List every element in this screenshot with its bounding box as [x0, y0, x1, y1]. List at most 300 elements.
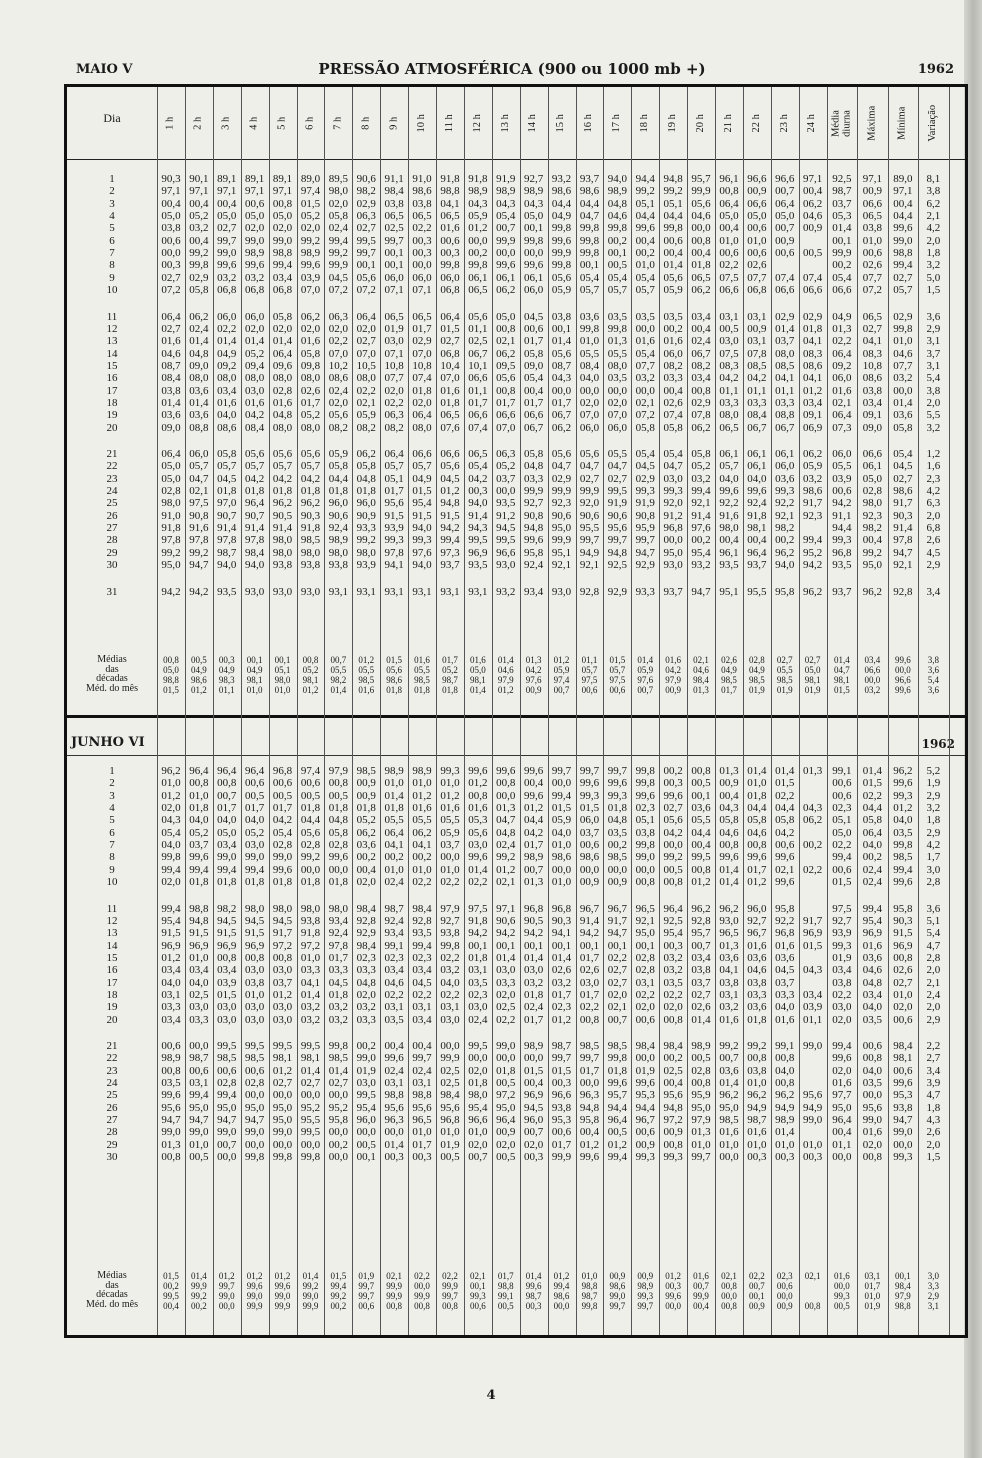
- hourly-value: 05,6: [551, 347, 572, 360]
- hourly-value: 00,3: [384, 1151, 404, 1164]
- hourly-value: 01,5: [412, 485, 432, 498]
- hourly-value: 01,0: [300, 951, 321, 964]
- hourly-value: 06,6: [496, 409, 516, 422]
- hourly-value: 96,2: [747, 1089, 767, 1102]
- hourly-value: 99,6: [524, 789, 544, 802]
- stat-value: 2,9: [926, 789, 941, 802]
- hourly-value: 99,5: [300, 1040, 321, 1052]
- hourly-value: 05,9: [356, 409, 376, 422]
- hourly-value: 02,0: [300, 222, 321, 235]
- hourly-value: 01,0: [747, 234, 767, 247]
- hourly-value: 05,7: [300, 460, 321, 473]
- column-header-label: 14 h: [527, 113, 539, 133]
- hourly-value: 06,3: [496, 448, 516, 460]
- hourly-value: 03,9: [217, 976, 237, 989]
- hourly-value: 99,0: [803, 1114, 823, 1127]
- hourly-value: 00,0: [414, 1281, 430, 1291]
- hourly-value: 99,7: [607, 534, 627, 547]
- hourly-value: 91,5: [189, 927, 209, 940]
- hourly-value: 05,6: [300, 448, 321, 460]
- hourly-value: 99,3: [775, 485, 795, 498]
- hourly-value: 01,7: [579, 951, 600, 964]
- stat-value: 02,8: [862, 485, 882, 498]
- hourly-value: 04,8: [356, 472, 376, 485]
- hourly-value: 92,5: [663, 914, 683, 927]
- hourly-value: 05,8: [747, 814, 767, 827]
- hourly-value: 00,7: [719, 1052, 739, 1065]
- hourly-value: 01,0: [803, 1138, 823, 1151]
- table-row: [67, 460, 949, 472]
- hourly-value: 03,9: [803, 1001, 823, 1014]
- hourly-value: 03,4: [272, 271, 293, 284]
- hourly-value: 01,4: [300, 1064, 321, 1077]
- hourly-value: 98,9: [637, 1281, 654, 1291]
- hourly-value: 04,6: [747, 826, 767, 839]
- stat-value: 3,8: [926, 185, 941, 198]
- hourly-value: 95,0: [663, 546, 683, 559]
- hourly-value: 03,6: [161, 409, 181, 422]
- hourly-value: 93,5: [468, 559, 488, 572]
- hourly-value: 99,4: [328, 234, 348, 247]
- hourly-value: 06,4: [356, 310, 376, 323]
- hourly-value: 01,4: [775, 765, 795, 777]
- stat-value: 03,6: [893, 409, 913, 422]
- stat-value: 02,9: [893, 310, 913, 323]
- hourly-value: 05,5: [579, 347, 600, 360]
- hourly-value: 03,3: [719, 396, 739, 409]
- hourly-value: 98,9: [245, 247, 265, 260]
- hourly-value: 03,1: [747, 310, 767, 323]
- hourly-value: 07,0: [607, 409, 627, 422]
- hourly-value: 05,8: [217, 448, 237, 460]
- hourly-value: 98,0: [356, 546, 376, 559]
- hourly-value: 00,8: [468, 789, 488, 802]
- hourly-value: 99,0: [218, 1291, 235, 1301]
- hourly-value: 00,4: [691, 322, 711, 335]
- hourly-value: 00,9: [747, 322, 767, 335]
- hourly-value: 01,8: [217, 876, 237, 889]
- hourly-value: 96,4: [217, 765, 237, 777]
- table-row: [67, 790, 949, 802]
- hourly-value: 91,8: [747, 509, 767, 522]
- hourly-value: 07,1: [412, 284, 432, 297]
- hourly-value: 03,5: [607, 826, 627, 839]
- hourly-value: 00,8: [721, 1301, 737, 1311]
- hourly-value: 00,6: [775, 247, 795, 260]
- hourly-value: 01,2: [412, 789, 432, 802]
- hourly-value: 07,8: [691, 409, 711, 422]
- hourly-value: 04,0: [579, 372, 600, 385]
- stat-value: 05,3: [832, 210, 852, 223]
- hourly-value: 01,3: [496, 802, 516, 815]
- day-number: 14: [106, 347, 118, 360]
- stat-value: 99,6: [893, 876, 913, 889]
- hourly-value: 00,8: [189, 777, 209, 790]
- hourly-value: 01,4: [302, 1271, 319, 1281]
- hourly-value: 05,9: [440, 826, 460, 839]
- hourly-value: 00,8: [414, 1301, 430, 1311]
- hourly-value: 03,7: [775, 976, 795, 989]
- table-row: [67, 448, 949, 460]
- hourly-value: 92,8: [412, 914, 432, 927]
- hourly-value: 92,1: [551, 559, 572, 572]
- hourly-value: 99,6: [524, 765, 544, 777]
- hourly-value: 03,4: [217, 384, 237, 397]
- hourly-value: 01,8: [245, 876, 265, 889]
- hourly-value: 99,7: [635, 534, 655, 547]
- column-header: [185, 91, 213, 155]
- hourly-value: 01,7: [579, 1064, 600, 1077]
- hourly-value: 93,7: [440, 559, 460, 572]
- hourly-value: 03,0: [579, 976, 600, 989]
- hourly-value: 00,8: [496, 777, 516, 790]
- hourly-value: 08,0: [272, 372, 293, 385]
- hourly-value: 00,7: [691, 939, 711, 952]
- hourly-value: 02,6: [579, 964, 600, 977]
- hourly-value: 95,0: [189, 1101, 209, 1114]
- decade-mean-row: [67, 1298, 949, 1311]
- hourly-value: 99,8: [440, 259, 460, 272]
- hourly-value: 99,9: [551, 247, 572, 260]
- hourly-value: 00,4: [163, 1301, 179, 1311]
- day-number: 23: [106, 1064, 118, 1077]
- stat-value: 05,1: [832, 814, 852, 827]
- hourly-value: 04,7: [551, 460, 572, 473]
- hourly-value: 00,1: [551, 939, 572, 952]
- hourly-value: 03,0: [245, 1001, 265, 1014]
- stat-value: 05,4: [832, 271, 852, 284]
- hourly-value: 01,7: [721, 685, 737, 695]
- hourly-value: 99,0: [245, 234, 265, 247]
- hourly-value: 98,1: [246, 675, 263, 685]
- hourly-value: 08,6: [803, 359, 823, 372]
- hourly-value: 02,6: [663, 396, 683, 409]
- stat-value: 99,3: [832, 939, 852, 952]
- table-row: [67, 385, 949, 397]
- hourly-value: 03,0: [440, 1013, 460, 1026]
- hourly-value: 04,0: [217, 814, 237, 827]
- hourly-value: 02,9: [189, 271, 209, 284]
- hourly-value: 00,8: [328, 777, 348, 790]
- hourly-value: 05,7: [245, 460, 265, 473]
- hourly-value: 05,4: [496, 210, 516, 223]
- hourly-value: 98,7: [384, 902, 404, 915]
- hourly-value: 93,0: [300, 585, 321, 598]
- hourly-value: 94,2: [189, 585, 209, 598]
- stat-value: 06,6: [832, 284, 852, 297]
- hourly-value: 98,0: [272, 902, 293, 915]
- hourly-value: 92,1: [775, 509, 795, 522]
- hourly-value: 02,9: [775, 310, 795, 323]
- stat-value: 01,6: [862, 939, 882, 952]
- hourly-value: 00,2: [663, 1052, 683, 1065]
- hourly-value: 00,0: [272, 1089, 293, 1102]
- hourly-value: 05,6: [663, 271, 683, 284]
- hourly-value: 03,0: [524, 964, 544, 977]
- hourly-value: 02,1: [607, 1001, 627, 1014]
- hourly-value: 97,1: [496, 902, 516, 915]
- hourly-value: 07,7: [384, 372, 404, 385]
- hourly-value: 02,6: [721, 655, 737, 665]
- hourly-value: 04,2: [245, 409, 265, 422]
- hourly-value: 02,7: [356, 335, 376, 348]
- hourly-value: 01,3: [524, 876, 544, 889]
- stat-value: 5,5: [926, 409, 941, 422]
- hourly-value: 01,6: [469, 655, 486, 665]
- hourly-value: 06,6: [468, 372, 488, 385]
- stat-value: 03,7: [832, 197, 852, 210]
- hourly-value: 00,0: [384, 1126, 404, 1139]
- hourly-value: 04,5: [524, 310, 544, 323]
- hourly-value: 96,4: [245, 497, 265, 510]
- hourly-value: 99,2: [300, 851, 321, 864]
- hourly-value: 03,4: [384, 964, 404, 977]
- hourly-value: 92,1: [635, 914, 655, 927]
- hourly-value: 01,4: [189, 396, 209, 409]
- column-header-label: 18 h: [638, 113, 650, 133]
- hourly-value: 00,0: [635, 1052, 655, 1065]
- hourly-value: 00,7: [607, 1013, 627, 1026]
- hourly-value: 00,8: [663, 1138, 683, 1151]
- hourly-value: 94,0: [468, 497, 488, 510]
- hourly-value: 93,4: [524, 585, 544, 598]
- hourly-value: 06,4: [161, 310, 181, 323]
- stat-value: 3,7: [926, 347, 941, 360]
- hourly-value: 05,6: [691, 197, 711, 210]
- hourly-value: 95,4: [468, 1101, 488, 1114]
- hourly-value: 05,9: [551, 814, 572, 827]
- hourly-value: 00,6: [775, 839, 795, 852]
- hourly-value: 99,6: [775, 876, 795, 889]
- stat-value: 96,8: [832, 546, 852, 559]
- hourly-value: 04,6: [693, 665, 709, 675]
- hourly-value: 03,3: [775, 988, 795, 1001]
- hourly-value: 00,0: [691, 222, 711, 235]
- hourly-value: 07,4: [468, 421, 488, 434]
- hourly-value: 02,3: [356, 951, 376, 964]
- hourly-value: 96,4: [496, 1114, 516, 1127]
- hourly-value: 02,2: [217, 322, 237, 335]
- hourly-value: 05,0: [747, 210, 767, 223]
- hourly-value: 03,2: [440, 964, 460, 977]
- hourly-value: 99,6: [635, 222, 655, 235]
- hourly-value: 00,2: [356, 851, 376, 864]
- hourly-value: 01,4: [637, 655, 654, 665]
- hourly-value: 99,5: [468, 1040, 488, 1052]
- day-number: 3: [109, 197, 115, 210]
- hourly-value: 00,0: [218, 1301, 235, 1311]
- hourly-value: 02,0: [328, 396, 348, 409]
- hourly-value: 00,4: [663, 384, 683, 397]
- hourly-value: 91,5: [217, 927, 237, 940]
- hourly-value: 94,1: [551, 927, 572, 940]
- hourly-value: 04,0: [440, 976, 460, 989]
- stat-value: 00,8: [862, 1052, 882, 1065]
- hourly-value: 02,4: [691, 335, 711, 348]
- hourly-value: 92,4: [524, 559, 544, 572]
- hourly-value: 96,2: [775, 546, 795, 559]
- stat-value: 01,5: [832, 876, 852, 889]
- hourly-value: 03,6: [775, 951, 795, 964]
- hourly-value: 07,4: [412, 372, 432, 385]
- day-number: 29: [106, 1138, 118, 1151]
- hourly-value: 94,8: [524, 522, 544, 535]
- hourly-value: 94,9: [775, 1101, 795, 1114]
- hourly-value: 94,0: [775, 559, 795, 572]
- hourly-value: 98,9: [524, 851, 544, 864]
- hourly-value: 99,4: [161, 902, 181, 915]
- hourly-value: 07,4: [663, 409, 683, 422]
- hourly-value: 01,6: [719, 1013, 739, 1026]
- hourly-value: 00,6: [581, 685, 598, 695]
- stat-value: 4,7: [926, 1089, 941, 1102]
- hourly-value: 00,5: [663, 863, 683, 876]
- hourly-value: 99,9: [246, 1301, 263, 1311]
- hourly-value: 03,2: [217, 271, 237, 284]
- hourly-value: 01,2: [607, 1138, 627, 1151]
- hourly-value: 05,4: [579, 271, 600, 284]
- hourly-value: 95,6: [607, 522, 627, 535]
- hourly-value: 00,3: [524, 1151, 544, 1164]
- hourly-value: 94,2: [579, 927, 600, 940]
- hourly-value: 97,8: [328, 939, 348, 952]
- hourly-value: 01,8: [414, 685, 430, 695]
- hourly-value: 07,5: [719, 347, 739, 360]
- hourly-value: 00,6: [524, 322, 544, 335]
- column-header-label: 10 h: [415, 113, 427, 133]
- hourly-value: 00,4: [663, 247, 683, 260]
- hourly-value: 00,0: [635, 863, 655, 876]
- hourly-value: 06,2: [356, 826, 376, 839]
- hourly-value: 99,0: [609, 1291, 626, 1301]
- hourly-value: 97,1: [803, 173, 823, 185]
- hourly-value: 00,0: [663, 534, 683, 547]
- table-row: [67, 311, 949, 323]
- hourly-value: 98,0: [719, 522, 739, 535]
- hourly-value: 99,6: [274, 1281, 291, 1291]
- hourly-value: 00,9: [525, 685, 542, 695]
- hourly-value: 06,7: [747, 421, 767, 434]
- hourly-value: 01,4: [189, 335, 209, 348]
- stat-value: 07,7: [893, 359, 913, 372]
- hourly-value: 00,1: [524, 939, 544, 952]
- hourly-value: 00,9: [609, 1271, 626, 1281]
- stat-value: 97,9: [894, 1291, 911, 1301]
- hourly-value: 96,6: [496, 546, 516, 559]
- table-row: [67, 1114, 949, 1126]
- stat-value: 98,6: [893, 485, 913, 498]
- hourly-value: 99,1: [775, 1040, 795, 1052]
- hourly-value: 00,5: [245, 789, 265, 802]
- hourly-value: 91,8: [468, 173, 488, 185]
- hourly-value: 01,0: [440, 1126, 460, 1139]
- hourly-value: 96,4: [663, 902, 683, 915]
- hourly-value: 04,0: [719, 472, 739, 485]
- hourly-value: 91,4: [579, 914, 600, 927]
- header-month: MAIO V: [76, 62, 133, 77]
- day-number: 7: [109, 839, 115, 852]
- hourly-value: 02,2: [384, 988, 404, 1001]
- hourly-value: 00,0: [245, 1089, 265, 1102]
- hourly-value: 93,8: [328, 559, 348, 572]
- hourly-value: 02,7: [356, 222, 376, 235]
- hourly-value: 91,5: [161, 927, 181, 940]
- hourly-value: 05,4: [607, 271, 627, 284]
- hourly-value: 04,2: [663, 826, 683, 839]
- hourly-value: 01,7: [524, 839, 544, 852]
- hourly-value: 00,6: [635, 1013, 655, 1026]
- hourly-value: 96,2: [803, 585, 823, 598]
- hourly-value: 04,7: [607, 460, 627, 473]
- hourly-value: 00,8: [217, 777, 237, 790]
- hourly-value: 98,4: [635, 1040, 655, 1052]
- stat-value: 04,4: [862, 802, 882, 815]
- hourly-value: 01,2: [274, 1271, 291, 1281]
- hourly-value: 08,0: [719, 409, 739, 422]
- stat-value: 02,2: [862, 789, 882, 802]
- hourly-value: 00,1: [748, 1291, 765, 1301]
- hourly-value: 08,0: [245, 372, 265, 385]
- hourly-value: 96,2: [300, 497, 321, 510]
- stat-value: 08,6: [862, 372, 882, 385]
- hourly-value: 99,3: [637, 1291, 654, 1301]
- stat-value: 2,2: [926, 1040, 941, 1052]
- stat-value: 99,6: [832, 1052, 852, 1065]
- hourly-value: 95,1: [551, 546, 572, 559]
- column-header: [324, 91, 352, 155]
- hourly-value: 01,4: [551, 951, 572, 964]
- hourly-value: 00,8: [747, 1052, 767, 1065]
- hourly-value: 97,0: [217, 497, 237, 510]
- hourly-value: 93,0: [663, 559, 683, 572]
- hourly-value: 04,3: [524, 197, 544, 210]
- hourly-value: 93,5: [719, 559, 739, 572]
- hourly-value: 99,6: [635, 789, 655, 802]
- hourly-value: 93,4: [384, 927, 404, 940]
- hourly-value: 99,9: [551, 485, 572, 498]
- hourly-value: 05,2: [691, 460, 711, 473]
- hourly-value: 97,6: [637, 675, 654, 685]
- column-header-label: 6 h: [304, 116, 316, 130]
- hourly-value: 94,7: [189, 559, 209, 572]
- column-header: [213, 91, 241, 155]
- stat-value: 2,0: [926, 964, 941, 977]
- hourly-value: 03,2: [328, 1001, 348, 1014]
- hourly-value: 03,6: [719, 1064, 739, 1077]
- hourly-value: 03,4: [691, 372, 711, 385]
- stat-value: 08,3: [862, 347, 882, 360]
- hourly-value: 07,8: [747, 347, 767, 360]
- hourly-value: 02,2: [468, 876, 488, 889]
- stat-value: 98,7: [832, 185, 852, 198]
- hourly-value: 01,4: [272, 335, 293, 348]
- hourly-value: 01,7: [551, 396, 572, 409]
- hourly-value: 96,4: [607, 1114, 627, 1127]
- hourly-value: 01,7: [328, 951, 348, 964]
- hourly-value: 98,1: [804, 675, 821, 685]
- hourly-value: 89,5: [328, 173, 348, 185]
- hourly-value: 04,0: [245, 814, 265, 827]
- table-row: [67, 827, 949, 839]
- stat-value: 1,6: [926, 460, 941, 473]
- hourly-value: 99,9: [551, 1151, 572, 1164]
- column-divider: [949, 87, 950, 1335]
- hourly-value: 03,4: [217, 839, 237, 852]
- hourly-value: 00,0: [496, 247, 516, 260]
- hourly-value: 00,4: [747, 534, 767, 547]
- hourly-value: 96,8: [272, 765, 293, 777]
- column-header-label: 2 h: [192, 116, 204, 130]
